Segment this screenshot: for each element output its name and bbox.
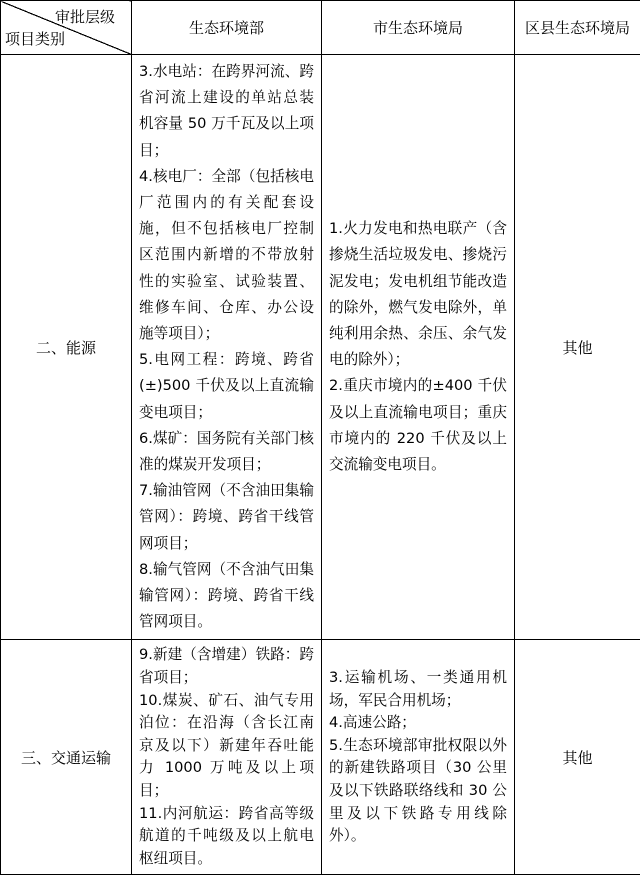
district-cell: 其他 <box>515 640 640 875</box>
category-cell: 三、交通运输 <box>1 640 132 875</box>
list-item: 4.核电厂：全部（包括核电厂范围内的有关配套设施，但不包括核电厂控制区范围内新增的不带放射性的实验室、试验装置、维修车间、仓库、办公设施等项目）； <box>139 164 314 347</box>
category-cell: 二、能源 <box>1 55 132 640</box>
list-item: 7.输油管网（不含油田集输管网）：跨境、跨省干线管网项目； <box>139 478 314 557</box>
list-item: 9.新建（含增建）铁路：跨省项目； <box>139 644 314 689</box>
list-item: 4.高速公路； <box>329 712 507 735</box>
header-row <box>1 1 640 55</box>
district-cell: 其他 <box>515 55 640 640</box>
col-header-district: 区县生态环境局 <box>515 1 640 55</box>
table-row <box>1 640 640 875</box>
ministry-cell <box>132 55 322 640</box>
table-row <box>1 55 640 640</box>
list-item: 8.输气管网（不含油气田集输管网）：跨境、跨省干线管网项目。 <box>139 557 314 636</box>
col-header-ministry: 生态环境部 <box>132 1 322 55</box>
corner-header-bottom: 项目类别 <box>5 28 65 49</box>
list-item: 3.水电站：在跨界河流、跨省河流上建设的单站总装机容量 50 万千瓦及以上项目； <box>139 59 314 164</box>
city-cell <box>322 640 515 875</box>
list-item: 3.运输机场、一类通用机场，军民合用机场； <box>329 667 507 712</box>
list-item: 1.火力发电和热电联产（含掺烧生活垃圾发电、掺烧污泥发电；发电机组节能改造的除外，燃气发电除外，单纯利用余热、余压、余气发电的除外）； <box>329 216 507 373</box>
list-item: 2.重庆市境内的±400 千伏及以上直流输电项目；重庆市境内的 220 千伏及以上交流输变电项目。 <box>329 373 507 478</box>
list-item: 6.煤矿：国务院有关部门核准的煤炭开发项目； <box>139 426 314 478</box>
corner-header-top: 审批层级 <box>55 6 115 27</box>
corner-header-cell <box>1 1 132 55</box>
list-item: 11.内河航运：跨省高等级航道的千吨级及以上航电枢纽项目。 <box>139 803 314 871</box>
col-header-city: 市生态环境局 <box>322 1 515 55</box>
list-item: 5.电网工程：跨境、跨省(±)500 千伏及以上直流输变电项目； <box>139 347 314 426</box>
ministry-cell <box>132 640 322 875</box>
list-item: 5.生态环境部审批权限以外的新建铁路项目（30 公里及以下铁路联络线和 30 公里及以下铁路专用线除外）。 <box>329 735 507 848</box>
city-cell <box>322 55 515 640</box>
list-item: 10.煤炭、矿石、油气专用泊位：在沿海（含长江南京及以下）新建年吞吐能力 1000 万吨及以上项目； <box>139 690 314 803</box>
